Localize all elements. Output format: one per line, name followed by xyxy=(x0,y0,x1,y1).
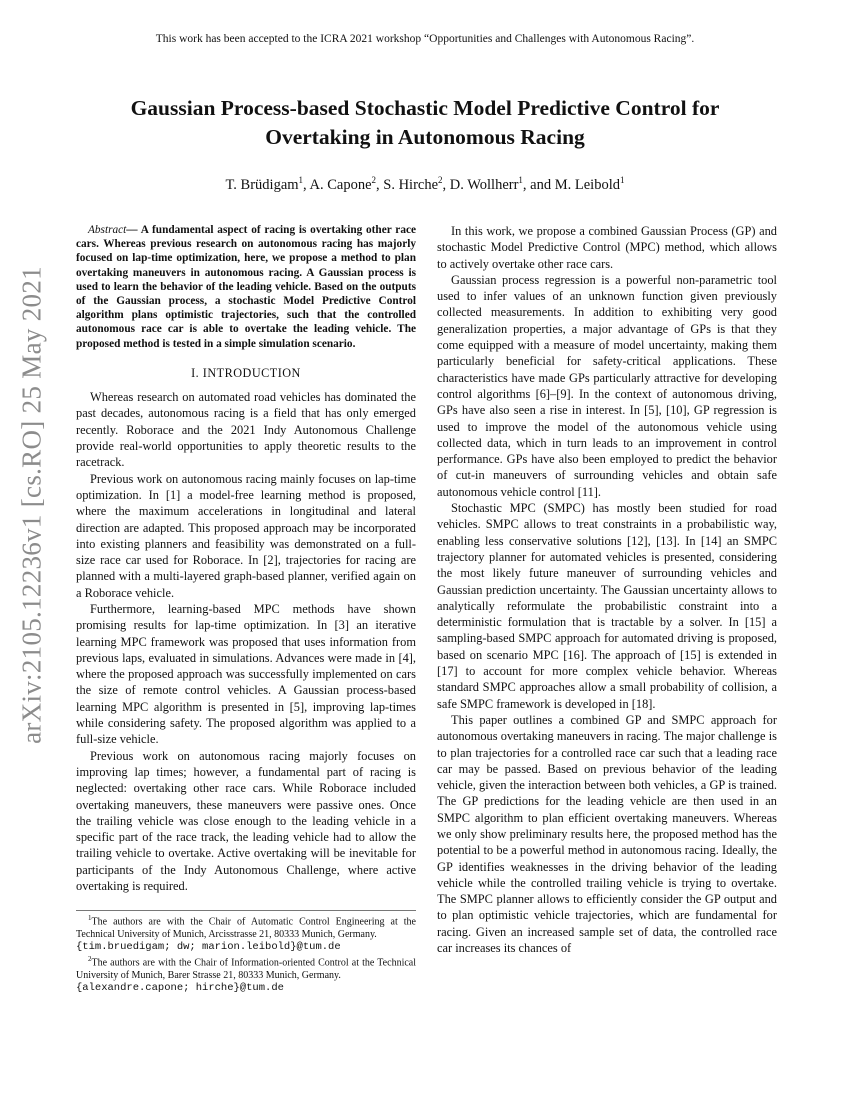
footnote-1: $^1$The authors are with the Chair of Automatic Control Engineering at the Technical University of Munich, Arcisstrasse 21, 80333 Munich, Germany. {tim.bruedigam; dw; marion.leibold}@tum.de xyxy=(76,914,416,954)
author: A. Capone$^2$, xyxy=(309,175,384,193)
author: and M. Leibold$^1$ xyxy=(530,175,625,193)
paragraph: Previous work on autonomous racing mainly focuses on lap-time optimization. In [1] a model-free learning method is proposed, where the maximum accelerations in longitudinal and lateral direction are adapted. This proposed approach may be incorporated into existing planners and feasibility was demonstrated on a full-size race car used for Roborace. In [2], trajectories for racing are planned with a multi-layered graph-based planner, verified again on a Roborace vehicle. xyxy=(76,471,416,600)
author: S. Hirche$^2$, xyxy=(383,175,450,193)
arxiv-identifier: arXiv:2105.12236v1 [cs.RO] 25 May 2021 xyxy=(16,266,47,744)
paragraph: Stochastic MPC (SMPC) has mostly been studied for road vehicles. SMPC allows to treat constraints in a probabilistic way, enabling less conservative solutions [12], [13]. In [14] an SMPC trajectory planner for automated vehicles is presented, considering the most likely future maneuver of surrounding vehicles and Gaussian prediction uncertainty. The Gaussian uncertainty allows to analytically reformulate the probabilistic constraint into a deterministic formulation that is tractable by a solver. In [15] a sampling-based SMPC approach for automated driving is proposed, based on scenario MPC [16]. The approach of [15] is extended in [17] to account for more complex vehicle behavior. Whereas standard SMPC approaches allow a small probability of collision, a safe SMPC framework is developed in [18]. xyxy=(437,501,777,711)
paragraph: Previous work on autonomous racing majorly focuses on improving lap times; however, a fundamental part of racing is neglected: overtaking other race cars. While Roborace included overtaking maneuvers, these maneuvers were passive ones. Once the trailing vehicle was close enough to the leading vehicle in a specific part of the race track, the leading vehicle had to allow the trailing vehicle to overtake. Active overtaking will be inevitable for participants of the Indy Autonomous Challenge, where active overtaking is required. xyxy=(76,748,416,894)
footnotes xyxy=(76,910,416,994)
right-column xyxy=(437,223,777,956)
footnote-2: $^2$The authors are with the Chair of Information-oriented Control at the Technical University of Munich, Barer Strasse 21, 80333 Munich, Germany. {alexandre.capone; hirche}@tum.de xyxy=(76,955,416,994)
abstract-text: — A fundamental aspect of racing is overtaking other race cars. Whereas previous research on autonomous racing has majorly focused on lap-time optimization, here, we propose a method to plan overtaking maneuvers in autonomous racing. A Gaussian process is used to learn the behavior of the leading vehicle. Based on the outputs of the Gaussian process, a stochastic Model Predictive Control algorithm plans optimistic trajectories, such that the controlled autonomous race car is able to overtake the leading vehicle. The proposed method is tested in a simple simulation scenario. xyxy=(76,224,416,350)
author-list xyxy=(0,175,850,194)
paragraph: Whereas research on automated road vehicles has dominated the past decades, autonomous racing is a field that has only emerged recently. Roborace and the 2021 Indy Autonomous Challenge provide real-world opportunities to apply theoretic results to the racetrack. xyxy=(76,390,416,470)
author: T. Brüdigam$^1$, xyxy=(225,175,310,193)
paragraph: This paper outlines a combined GP and SMPC approach for autonomous overtaking maneuvers in racing. The major challenge is to plan trajectories for a controlled race car such that a leading race car may be passed. Based on previous behavior of the leading vehicle, given the interaction between both vehicles, a GP is trained. The GP predictions for the leading vehicle are then used in an SMPC algorithm to plan efficient overtaking maneuvers. Whereas we only show preliminary results here, the proposed method has the potential to be a powerful method in autonomous racing. Ideally, the GP identifies weaknesses in the driving behavior of the leading vehicle while the controlled trailing vehicle is trying to overtake. The SMPC planner allows to efficiently consider the GP output and to plan optimistic vehicle trajectories, which are fundamental for racing. Given an increased sample set of data, the controlled race car increases its chances of xyxy=(437,712,777,956)
left-column xyxy=(76,223,416,994)
footnote-1-email: {tim.bruedigam; dw; marion.leibold}@tum.de xyxy=(76,941,341,954)
section-heading-introduction: I. INTRODUCTION xyxy=(191,365,301,380)
paragraph: In this work, we propose a combined Gaussian Process (GP) and stochastic Model Predictive Control (MPC) method, which allows to actively overtake other race cars. xyxy=(437,224,777,271)
paragraph: Furthermore, learning-based MPC methods have shown promising results for lap-time optimization. In [3] an iterative learning MPC framework was proposed that uses information from previous laps, evaluated in simulations. Advances were made in [4], where the proposed approach was successfully implemented on cars the size of remote control vehicles. A Gaussian process-based learning MPC algorithm is presented in [5], improving lap-times while considering safety. The proposed algorithm was applied to a full-size vehicle. xyxy=(76,601,416,747)
abstract-label: Abstract xyxy=(88,224,127,236)
acceptance-notice: This work has been accepted to the ICRA 2021 workshop “Opportunities and Challenges with Autonomous Racing”. xyxy=(155,33,695,45)
arxiv-sidebar xyxy=(14,266,50,744)
paper-title: Gaussian Process-based Stochastic Model Predictive Control for Overtaking in Autonomous Racing xyxy=(130,96,720,149)
footnote-2-email: {alexandre.capone; hirche}@tum.de xyxy=(76,982,284,994)
author: D. Wollherr$^1$, xyxy=(449,175,531,193)
paragraph: Gaussian process regression is a powerful non-parametric tool used to infer values of an unknown function given previously collected measurements. In addition to exhibiting very good generalization properties, a major advantage of GPs is that they come equipped with a measure of model uncertainty, making them particularly beneficial for safety-critical applications. These characteristics have made GPs particularly attractive for developing control algorithms [6]–[9]. In the context of autonomous driving, GPs have also seen a rise in interest. In [5], [10], GP regression is used to improve the model of the autonomous vehicle using collected data, which in turn leads to an improvement in control performance. GPs have also been employed to predict the behavior of cut-in maneuvers of surrounding vehicles and obtain safe autonomous vehicle control [11]. xyxy=(437,272,777,499)
abstract xyxy=(76,223,416,351)
